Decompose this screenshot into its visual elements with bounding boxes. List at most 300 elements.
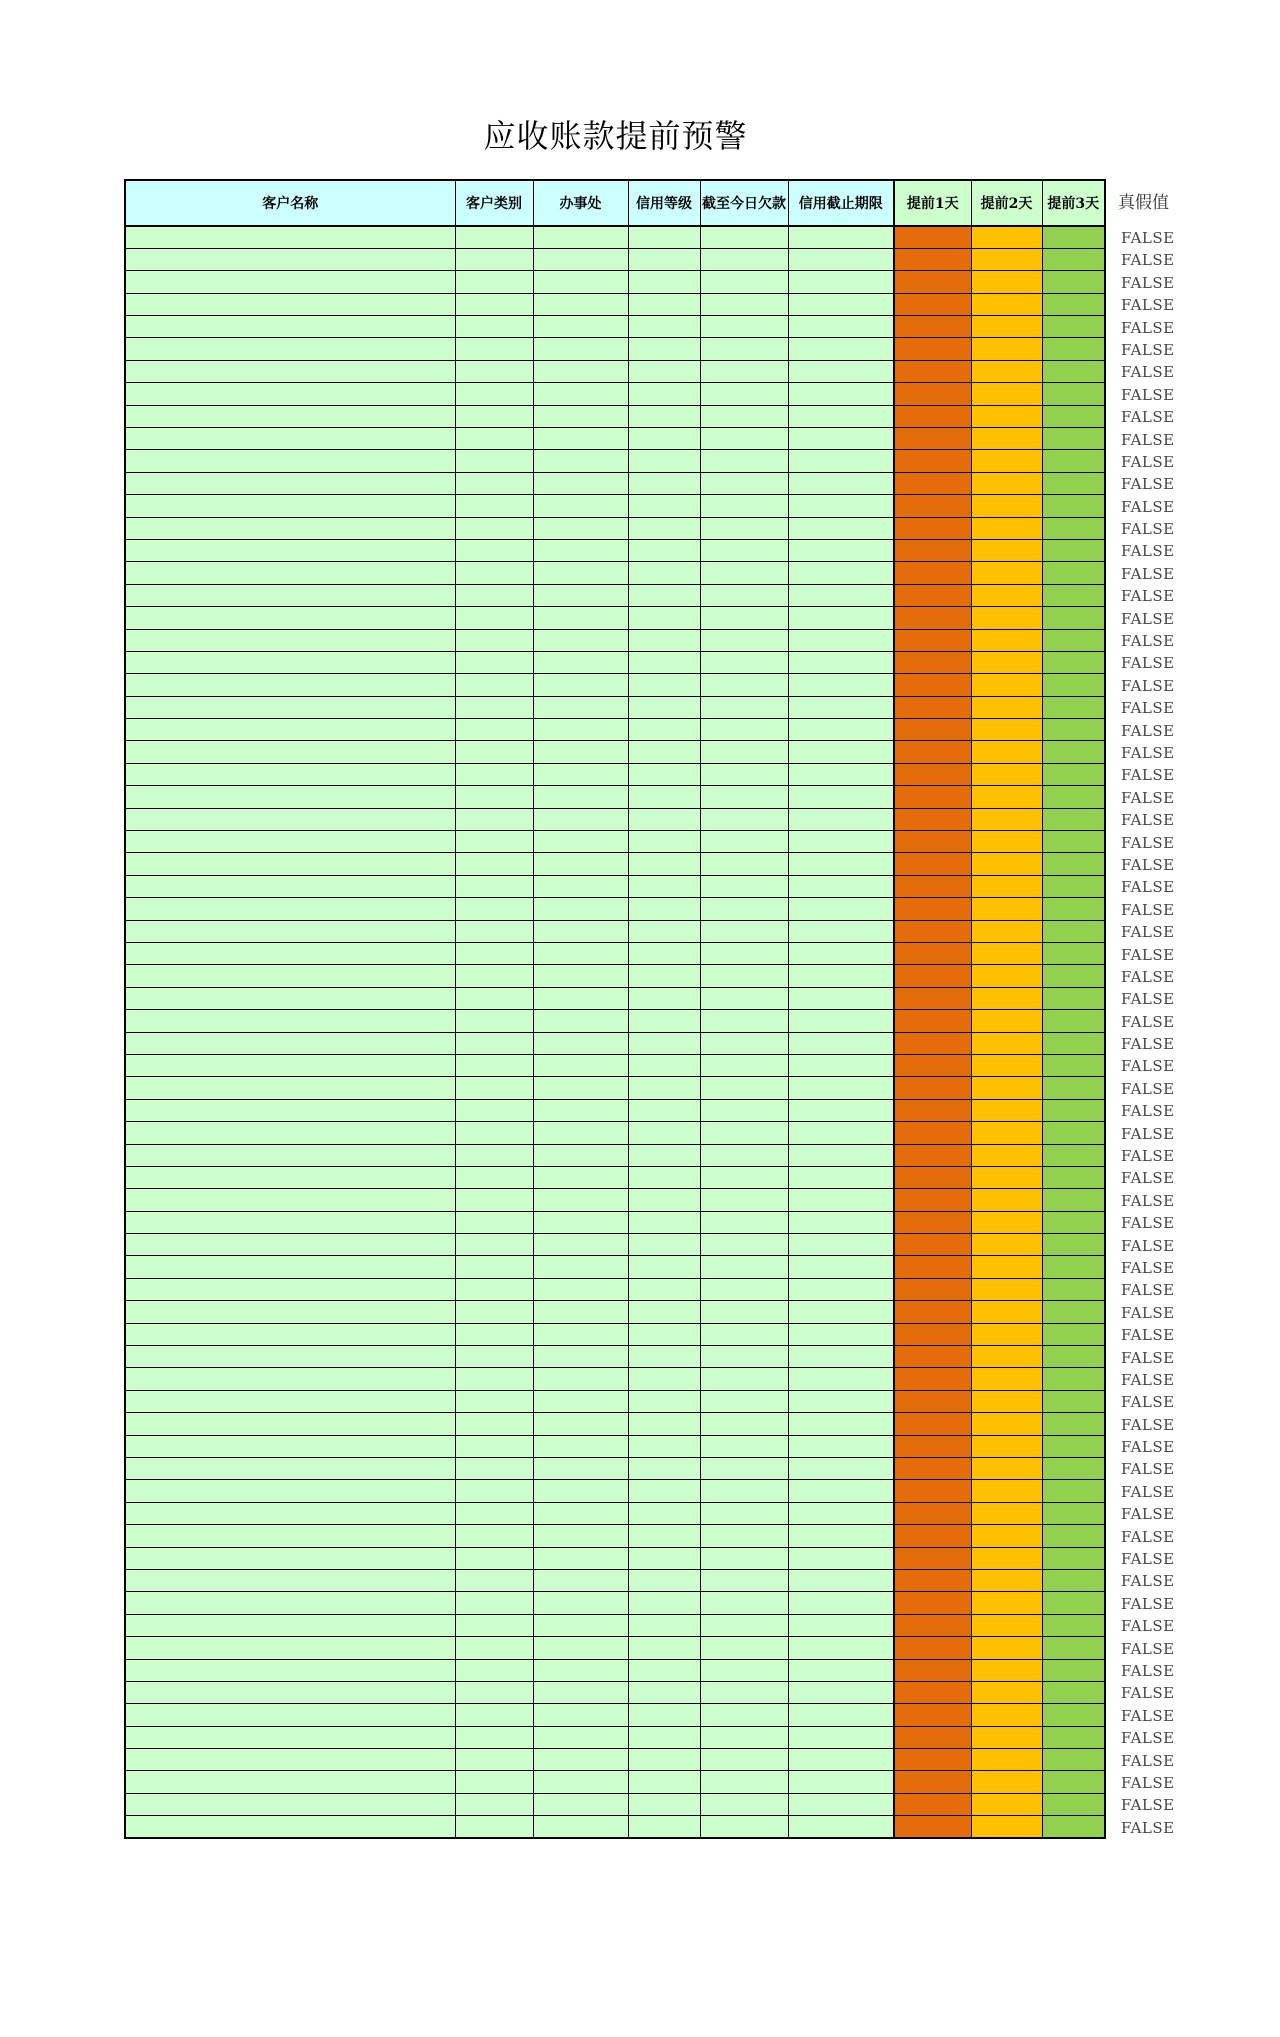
cell-warn-3-days[interactable] [1042, 1077, 1105, 1099]
truth-value-cell[interactable]: FALSE [1121, 1706, 1175, 1725]
cell-customer-name[interactable] [125, 248, 455, 270]
cell-warn-3-days[interactable] [1042, 1323, 1105, 1345]
cell-office[interactable] [533, 338, 628, 360]
cell-customer-type[interactable] [455, 629, 533, 651]
cell-customer-type[interactable] [455, 1569, 533, 1591]
cell-warn-3-days[interactable] [1042, 495, 1105, 517]
cell-debt-to-date[interactable] [700, 1346, 788, 1368]
cell-credit-deadline[interactable] [788, 1457, 894, 1479]
cell-debt-to-date[interactable] [700, 405, 788, 427]
cell-customer-name[interactable] [125, 1659, 455, 1681]
truth-value-cell[interactable]: FALSE [1121, 811, 1175, 830]
cell-credit-level[interactable] [628, 1144, 700, 1166]
cell-warn-1-day[interactable] [894, 539, 971, 561]
cell-warn-3-days[interactable] [1042, 853, 1105, 875]
cell-customer-name[interactable] [125, 1032, 455, 1054]
cell-warn-2-days[interactable] [971, 1525, 1042, 1547]
cell-warn-1-day[interactable] [894, 607, 971, 629]
cell-customer-type[interactable] [455, 1525, 533, 1547]
cell-customer-name[interactable] [125, 831, 455, 853]
cell-customer-type[interactable] [455, 1435, 533, 1457]
cell-warn-1-day[interactable] [894, 1390, 971, 1412]
cell-credit-level[interactable] [628, 562, 700, 584]
cell-customer-type[interactable] [455, 1010, 533, 1032]
cell-customer-type[interactable] [455, 943, 533, 965]
cell-credit-level[interactable] [628, 875, 700, 897]
cell-debt-to-date[interactable] [700, 607, 788, 629]
cell-debt-to-date[interactable] [700, 495, 788, 517]
truth-value-cell[interactable]: FALSE [1121, 923, 1175, 942]
cell-debt-to-date[interactable] [700, 1749, 788, 1771]
cell-credit-level[interactable] [628, 1413, 700, 1435]
cell-debt-to-date[interactable] [700, 1502, 788, 1524]
cell-customer-type[interactable] [455, 338, 533, 360]
cell-credit-deadline[interactable] [788, 786, 894, 808]
cell-customer-name[interactable] [125, 875, 455, 897]
truth-value-cell[interactable]: FALSE [1121, 318, 1175, 337]
cell-customer-name[interactable] [125, 1413, 455, 1435]
header-customer-name[interactable]: 客户名称 [125, 180, 455, 226]
cell-debt-to-date[interactable] [700, 1077, 788, 1099]
cell-credit-deadline[interactable] [788, 271, 894, 293]
cell-warn-2-days[interactable] [971, 1211, 1042, 1233]
cell-customer-type[interactable] [455, 1077, 533, 1099]
truth-value-cell[interactable]: FALSE [1121, 251, 1175, 270]
cell-warn-3-days[interactable] [1042, 226, 1105, 248]
truth-value-cell[interactable]: FALSE [1121, 990, 1175, 1009]
truth-value-cell[interactable]: FALSE [1121, 1057, 1175, 1076]
cell-office[interactable] [533, 1032, 628, 1054]
cell-warn-2-days[interactable] [971, 517, 1042, 539]
truth-value-cell[interactable]: FALSE [1121, 587, 1175, 606]
cell-warn-3-days[interactable] [1042, 1211, 1105, 1233]
cell-credit-deadline[interactable] [788, 1637, 894, 1659]
cell-customer-name[interactable] [125, 360, 455, 382]
cell-warn-2-days[interactable] [971, 965, 1042, 987]
truth-value-header[interactable]: 真假值 [1118, 193, 1169, 213]
cell-debt-to-date[interactable] [700, 1547, 788, 1569]
cell-office[interactable] [533, 226, 628, 248]
cell-office[interactable] [533, 1457, 628, 1479]
cell-warn-1-day[interactable] [894, 1749, 971, 1771]
cell-warn-2-days[interactable] [971, 1457, 1042, 1479]
cell-credit-level[interactable] [628, 1569, 700, 1591]
truth-value-cell[interactable]: FALSE [1121, 1729, 1175, 1748]
cell-credit-deadline[interactable] [788, 1301, 894, 1323]
cell-debt-to-date[interactable] [700, 696, 788, 718]
cell-office[interactable] [533, 831, 628, 853]
cell-credit-deadline[interactable] [788, 562, 894, 584]
cell-customer-type[interactable] [455, 1122, 533, 1144]
cell-office[interactable] [533, 293, 628, 315]
cell-debt-to-date[interactable] [700, 248, 788, 270]
cell-office[interactable] [533, 1659, 628, 1681]
cell-customer-name[interactable] [125, 1234, 455, 1256]
truth-value-cell[interactable]: FALSE [1121, 632, 1175, 651]
truth-value-cell[interactable]: FALSE [1121, 1684, 1175, 1703]
truth-value-cell[interactable]: FALSE [1121, 721, 1175, 740]
cell-warn-3-days[interactable] [1042, 808, 1105, 830]
cell-customer-type[interactable] [455, 1278, 533, 1300]
cell-credit-level[interactable] [628, 808, 700, 830]
cell-warn-2-days[interactable] [971, 1569, 1042, 1591]
cell-customer-type[interactable] [455, 293, 533, 315]
cell-credit-deadline[interactable] [788, 495, 894, 517]
cell-debt-to-date[interactable] [700, 1189, 788, 1211]
cell-office[interactable] [533, 1793, 628, 1815]
cell-warn-1-day[interactable] [894, 428, 971, 450]
cell-credit-deadline[interactable] [788, 1346, 894, 1368]
cell-warn-1-day[interactable] [894, 786, 971, 808]
cell-customer-name[interactable] [125, 495, 455, 517]
cell-credit-deadline[interactable] [788, 1502, 894, 1524]
cell-credit-deadline[interactable] [788, 338, 894, 360]
cell-credit-level[interactable] [628, 965, 700, 987]
cell-office[interactable] [533, 405, 628, 427]
cell-credit-level[interactable] [628, 741, 700, 763]
cell-customer-type[interactable] [455, 539, 533, 561]
cell-warn-2-days[interactable] [971, 741, 1042, 763]
cell-warn-1-day[interactable] [894, 1368, 971, 1390]
cell-debt-to-date[interactable] [700, 1234, 788, 1256]
cell-customer-name[interactable] [125, 763, 455, 785]
cell-warn-3-days[interactable] [1042, 831, 1105, 853]
cell-customer-name[interactable] [125, 1099, 455, 1121]
cell-office[interactable] [533, 808, 628, 830]
cell-office[interactable] [533, 517, 628, 539]
cell-customer-type[interactable] [455, 450, 533, 472]
cell-customer-type[interactable] [455, 1771, 533, 1793]
cell-customer-type[interactable] [455, 1793, 533, 1815]
cell-warn-3-days[interactable] [1042, 1816, 1105, 1838]
cell-warn-3-days[interactable] [1042, 1569, 1105, 1591]
cell-warn-3-days[interactable] [1042, 472, 1105, 494]
cell-credit-level[interactable] [628, 495, 700, 517]
cell-debt-to-date[interactable] [700, 1390, 788, 1412]
cell-credit-level[interactable] [628, 1637, 700, 1659]
cell-customer-type[interactable] [455, 1592, 533, 1614]
cell-customer-type[interactable] [455, 808, 533, 830]
cell-warn-3-days[interactable] [1042, 898, 1105, 920]
cell-customer-type[interactable] [455, 898, 533, 920]
cell-warn-3-days[interactable] [1042, 965, 1105, 987]
cell-customer-type[interactable] [455, 763, 533, 785]
cell-credit-level[interactable] [628, 1614, 700, 1636]
cell-credit-level[interactable] [628, 1032, 700, 1054]
cell-warn-1-day[interactable] [894, 562, 971, 584]
cell-warn-1-day[interactable] [894, 1301, 971, 1323]
cell-warn-1-day[interactable] [894, 248, 971, 270]
cell-warn-1-day[interactable] [894, 696, 971, 718]
cell-debt-to-date[interactable] [700, 1816, 788, 1838]
cell-warn-2-days[interactable] [971, 629, 1042, 651]
cell-warn-2-days[interactable] [971, 1390, 1042, 1412]
truth-value-cell[interactable]: FALSE [1121, 945, 1175, 964]
cell-warn-2-days[interactable] [971, 450, 1042, 472]
cell-warn-3-days[interactable] [1042, 763, 1105, 785]
truth-value-cell[interactable]: FALSE [1121, 654, 1175, 673]
truth-value-cell[interactable]: FALSE [1121, 1326, 1175, 1345]
cell-debt-to-date[interactable] [700, 719, 788, 741]
cell-debt-to-date[interactable] [700, 1211, 788, 1233]
cell-warn-2-days[interactable] [971, 271, 1042, 293]
cell-credit-deadline[interactable] [788, 1211, 894, 1233]
cell-warn-3-days[interactable] [1042, 338, 1105, 360]
cell-office[interactable] [533, 1077, 628, 1099]
cell-warn-1-day[interactable] [894, 1704, 971, 1726]
cell-customer-type[interactable] [455, 987, 533, 1009]
cell-warn-1-day[interactable] [894, 1278, 971, 1300]
cell-credit-level[interactable] [628, 696, 700, 718]
cell-warn-3-days[interactable] [1042, 741, 1105, 763]
cell-office[interactable] [533, 853, 628, 875]
cell-credit-deadline[interactable] [788, 226, 894, 248]
cell-warn-3-days[interactable] [1042, 1390, 1105, 1412]
cell-customer-name[interactable] [125, 1592, 455, 1614]
cell-warn-3-days[interactable] [1042, 450, 1105, 472]
truth-value-cell[interactable]: FALSE [1121, 1102, 1175, 1121]
cell-warn-3-days[interactable] [1042, 1301, 1105, 1323]
truth-value-cell[interactable]: FALSE [1121, 1460, 1175, 1479]
cell-warn-2-days[interactable] [971, 1010, 1042, 1032]
cell-debt-to-date[interactable] [700, 786, 788, 808]
cell-warn-2-days[interactable] [971, 1032, 1042, 1054]
cell-credit-deadline[interactable] [788, 1793, 894, 1815]
cell-warn-3-days[interactable] [1042, 1099, 1105, 1121]
truth-value-cell[interactable]: FALSE [1121, 1393, 1175, 1412]
cell-warn-1-day[interactable] [894, 1346, 971, 1368]
cell-customer-type[interactable] [455, 1301, 533, 1323]
cell-warn-2-days[interactable] [971, 1704, 1042, 1726]
cell-credit-level[interactable] [628, 360, 700, 382]
cell-credit-deadline[interactable] [788, 1144, 894, 1166]
cell-debt-to-date[interactable] [700, 293, 788, 315]
cell-warn-3-days[interactable] [1042, 1726, 1105, 1748]
cell-customer-name[interactable] [125, 584, 455, 606]
cell-debt-to-date[interactable] [700, 383, 788, 405]
cell-warn-2-days[interactable] [971, 428, 1042, 450]
cell-debt-to-date[interactable] [700, 1010, 788, 1032]
cell-customer-type[interactable] [455, 853, 533, 875]
cell-warn-1-day[interactable] [894, 1793, 971, 1815]
cell-office[interactable] [533, 607, 628, 629]
cell-customer-type[interactable] [455, 1368, 533, 1390]
cell-warn-2-days[interactable] [971, 1592, 1042, 1614]
cell-debt-to-date[interactable] [700, 517, 788, 539]
cell-customer-name[interactable] [125, 696, 455, 718]
cell-warn-1-day[interactable] [894, 293, 971, 315]
cell-warn-2-days[interactable] [971, 226, 1042, 248]
cell-warn-3-days[interactable] [1042, 1592, 1105, 1614]
cell-credit-deadline[interactable] [788, 450, 894, 472]
cell-warn-3-days[interactable] [1042, 1189, 1105, 1211]
cell-warn-3-days[interactable] [1042, 651, 1105, 673]
cell-customer-name[interactable] [125, 808, 455, 830]
cell-customer-name[interactable] [125, 1547, 455, 1569]
cell-debt-to-date[interactable] [700, 898, 788, 920]
cell-credit-deadline[interactable] [788, 808, 894, 830]
cell-customer-name[interactable] [125, 1569, 455, 1591]
cell-credit-level[interactable] [628, 1256, 700, 1278]
cell-warn-1-day[interactable] [894, 1189, 971, 1211]
truth-value-cell[interactable]: FALSE [1121, 1348, 1175, 1367]
cell-credit-deadline[interactable] [788, 719, 894, 741]
cell-credit-level[interactable] [628, 1480, 700, 1502]
cell-office[interactable] [533, 674, 628, 696]
cell-debt-to-date[interactable] [700, 1323, 788, 1345]
cell-customer-type[interactable] [455, 428, 533, 450]
cell-customer-type[interactable] [455, 1637, 533, 1659]
cell-warn-3-days[interactable] [1042, 1278, 1105, 1300]
truth-value-cell[interactable]: FALSE [1121, 900, 1175, 919]
cell-credit-level[interactable] [628, 1010, 700, 1032]
cell-warn-1-day[interactable] [894, 943, 971, 965]
cell-warn-2-days[interactable] [971, 875, 1042, 897]
cell-credit-level[interactable] [628, 1054, 700, 1076]
cell-customer-name[interactable] [125, 1054, 455, 1076]
truth-value-cell[interactable]: FALSE [1121, 1639, 1175, 1658]
cell-credit-deadline[interactable] [788, 763, 894, 785]
cell-warn-2-days[interactable] [971, 1368, 1042, 1390]
cell-warn-3-days[interactable] [1042, 360, 1105, 382]
truth-value-cell[interactable]: FALSE [1121, 497, 1175, 516]
cell-warn-3-days[interactable] [1042, 1457, 1105, 1479]
cell-office[interactable] [533, 562, 628, 584]
cell-warn-2-days[interactable] [971, 1413, 1042, 1435]
cell-credit-deadline[interactable] [788, 1547, 894, 1569]
cell-customer-type[interactable] [455, 226, 533, 248]
cell-office[interactable] [533, 1390, 628, 1412]
cell-customer-type[interactable] [455, 1413, 533, 1435]
cell-warn-1-day[interactable] [894, 1592, 971, 1614]
cell-warn-1-day[interactable] [894, 1166, 971, 1188]
cell-office[interactable] [533, 786, 628, 808]
cell-warn-3-days[interactable] [1042, 383, 1105, 405]
cell-credit-deadline[interactable] [788, 584, 894, 606]
cell-customer-name[interactable] [125, 1144, 455, 1166]
cell-credit-level[interactable] [628, 786, 700, 808]
cell-customer-name[interactable] [125, 965, 455, 987]
cell-debt-to-date[interactable] [700, 1457, 788, 1479]
cell-warn-1-day[interactable] [894, 1726, 971, 1748]
header-office[interactable]: 办事处 [533, 180, 628, 226]
cell-customer-name[interactable] [125, 1077, 455, 1099]
cell-warn-2-days[interactable] [971, 831, 1042, 853]
truth-value-cell[interactable]: FALSE [1121, 1482, 1175, 1501]
truth-value-cell[interactable]: FALSE [1121, 229, 1175, 247]
cell-warn-3-days[interactable] [1042, 1166, 1105, 1188]
truth-value-cell[interactable]: FALSE [1121, 1214, 1175, 1233]
cell-warn-3-days[interactable] [1042, 1704, 1105, 1726]
cell-office[interactable] [533, 1234, 628, 1256]
cell-debt-to-date[interactable] [700, 1704, 788, 1726]
cell-debt-to-date[interactable] [700, 987, 788, 1009]
cell-warn-3-days[interactable] [1042, 562, 1105, 584]
cell-customer-type[interactable] [455, 875, 533, 897]
cell-warn-3-days[interactable] [1042, 1771, 1105, 1793]
cell-warn-1-day[interactable] [894, 629, 971, 651]
cell-warn-3-days[interactable] [1042, 248, 1105, 270]
cell-warn-1-day[interactable] [894, 450, 971, 472]
truth-value-cell[interactable]: FALSE [1121, 452, 1175, 471]
cell-customer-name[interactable] [125, 1771, 455, 1793]
cell-warn-2-days[interactable] [971, 316, 1042, 338]
cell-credit-level[interactable] [628, 1234, 700, 1256]
cell-customer-type[interactable] [455, 271, 533, 293]
cell-warn-1-day[interactable] [894, 1637, 971, 1659]
truth-value-cell[interactable]: FALSE [1121, 1191, 1175, 1210]
cell-office[interactable] [533, 1726, 628, 1748]
cell-debt-to-date[interactable] [700, 226, 788, 248]
cell-warn-1-day[interactable] [894, 808, 971, 830]
cell-credit-deadline[interactable] [788, 1726, 894, 1748]
cell-warn-3-days[interactable] [1042, 293, 1105, 315]
cell-credit-deadline[interactable] [788, 741, 894, 763]
cell-credit-level[interactable] [628, 898, 700, 920]
truth-value-cell[interactable]: FALSE [1121, 878, 1175, 897]
cell-credit-deadline[interactable] [788, 965, 894, 987]
cell-warn-2-days[interactable] [971, 562, 1042, 584]
truth-value-cell[interactable]: FALSE [1121, 1258, 1175, 1277]
cell-credit-level[interactable] [628, 1592, 700, 1614]
truth-value-cell[interactable]: FALSE [1121, 1572, 1175, 1591]
cell-warn-1-day[interactable] [894, 1054, 971, 1076]
cell-credit-level[interactable] [628, 943, 700, 965]
cell-debt-to-date[interactable] [700, 1435, 788, 1457]
cell-warn-2-days[interactable] [971, 1278, 1042, 1300]
cell-warn-1-day[interactable] [894, 1681, 971, 1703]
cell-customer-name[interactable] [125, 405, 455, 427]
cell-office[interactable] [533, 1592, 628, 1614]
truth-value-cell[interactable]: FALSE [1121, 788, 1175, 807]
cell-warn-3-days[interactable] [1042, 1637, 1105, 1659]
cell-office[interactable] [533, 271, 628, 293]
cell-debt-to-date[interactable] [700, 763, 788, 785]
cell-office[interactable] [533, 651, 628, 673]
cell-credit-deadline[interactable] [788, 1614, 894, 1636]
cell-office[interactable] [533, 1301, 628, 1323]
cell-debt-to-date[interactable] [700, 1054, 788, 1076]
cell-credit-level[interactable] [628, 1502, 700, 1524]
header-credit-level[interactable]: 信用等级 [628, 180, 700, 226]
cell-warn-2-days[interactable] [971, 1346, 1042, 1368]
truth-value-cell[interactable]: FALSE [1121, 1662, 1175, 1680]
cell-customer-name[interactable] [125, 1189, 455, 1211]
cell-office[interactable] [533, 920, 628, 942]
truth-value-cell[interactable]: FALSE [1121, 1124, 1175, 1143]
truth-value-cell[interactable]: FALSE [1121, 408, 1175, 427]
cell-credit-deadline[interactable] [788, 428, 894, 450]
cell-debt-to-date[interactable] [700, 651, 788, 673]
cell-customer-name[interactable] [125, 293, 455, 315]
cell-warn-1-day[interactable] [894, 1234, 971, 1256]
cell-warn-2-days[interactable] [971, 338, 1042, 360]
cell-warn-1-day[interactable] [894, 965, 971, 987]
cell-debt-to-date[interactable] [700, 428, 788, 450]
cell-credit-level[interactable] [628, 405, 700, 427]
cell-customer-type[interactable] [455, 1480, 533, 1502]
header-customer-type[interactable]: 客户类别 [455, 180, 533, 226]
cell-credit-deadline[interactable] [788, 1278, 894, 1300]
cell-warn-1-day[interactable] [894, 1413, 971, 1435]
cell-warn-2-days[interactable] [971, 1256, 1042, 1278]
cell-credit-level[interactable] [628, 1346, 700, 1368]
cell-credit-deadline[interactable] [788, 674, 894, 696]
cell-warn-2-days[interactable] [971, 1681, 1042, 1703]
cell-customer-type[interactable] [455, 965, 533, 987]
cell-customer-name[interactable] [125, 1122, 455, 1144]
cell-customer-name[interactable] [125, 1368, 455, 1390]
